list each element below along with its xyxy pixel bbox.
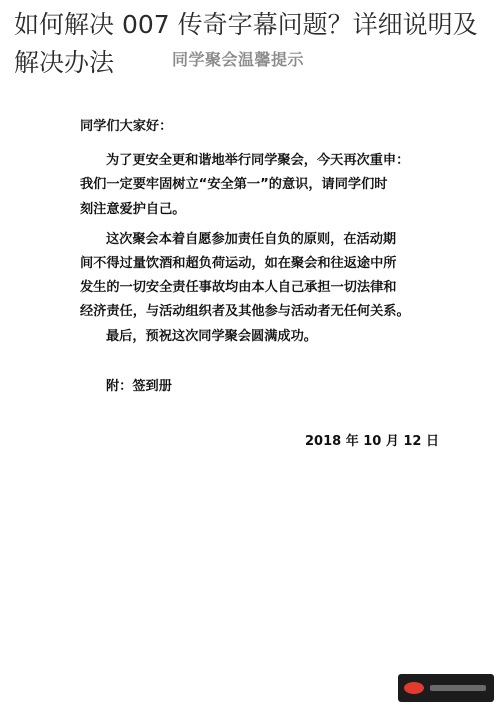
article-title: 如何解决 007 传奇字幕问题？详细说明及解决办法 [14,10,478,77]
paragraph-line: 经济责任，与活动组织者及其他参与活动者无任何关系。 [80,304,410,320]
document-date: 2018 年 10 月 12 日 [305,434,439,449]
paragraph-line: 间不得过量饮酒和超负荷运动，如在聚会和往返途中所 [80,256,397,272]
paragraph-line: 刻注意爱护自己。 [80,201,186,217]
paragraph-line: 最后，预祝这次同学聚会圆满成功。 [106,328,317,344]
attachment-note: 附：签到册 [106,379,172,394]
paragraph-line: 为了更安全更和谐地举行同学聚会，今天再次重申： [106,153,410,169]
salutation: 同学们大家好： [80,119,173,134]
paragraph-line: 这次聚会本着自愿参加责任自负的原则，在活动期 [106,231,397,247]
document-header: 同学聚会温馨提示 [172,50,305,69]
paragraph-line: 发生的一切安全责任事故均由本人自己承担一切法律和 [80,280,397,296]
logo-icon [404,682,424,694]
watermark-text-block [430,685,486,691]
paragraph-line: 我们一定要牢固树立“安全第一”的意识，请同学们时 [80,177,388,193]
watermark-logo [398,674,494,702]
document-body [80,115,440,349]
